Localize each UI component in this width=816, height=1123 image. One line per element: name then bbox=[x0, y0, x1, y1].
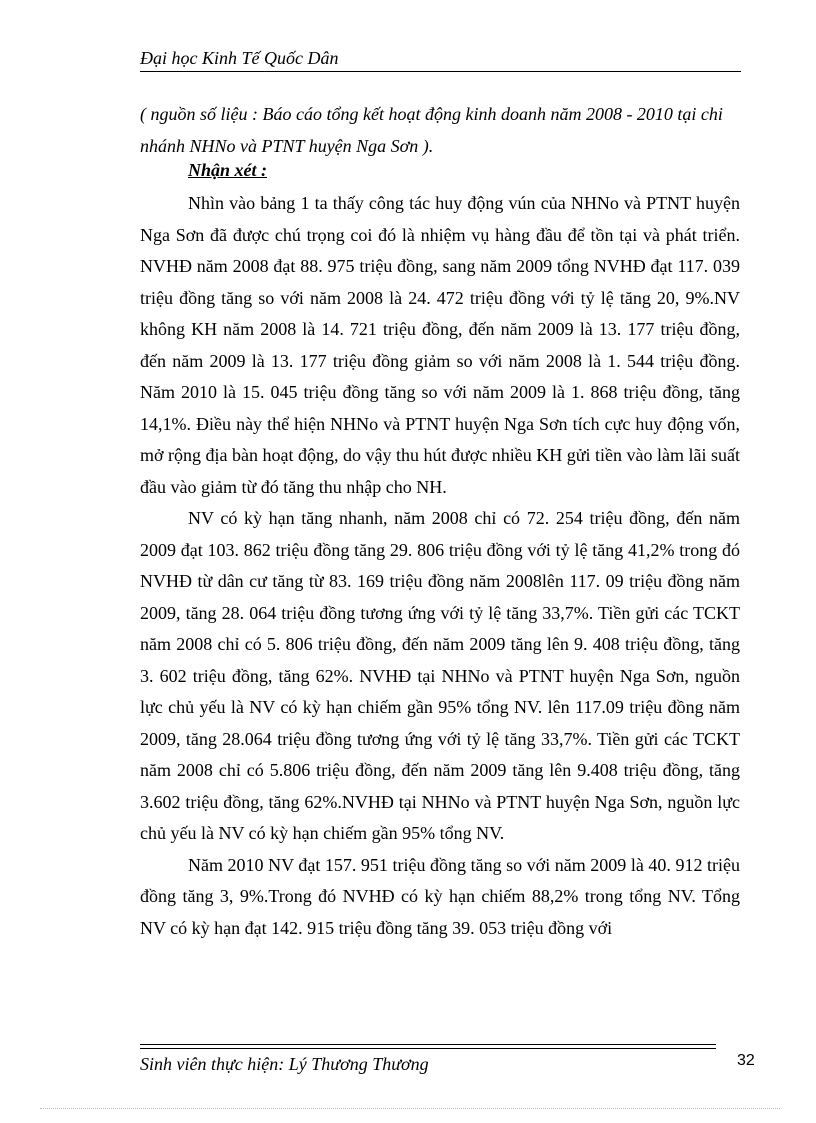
footer-divider-bottom bbox=[140, 1048, 716, 1049]
paragraph-1: Nhìn vào bảng 1 ta thấy công tác huy động vún của NHNo và PTNT huyện Nga Sơn đã được chú trọng coi đó là nhiệm vụ hàng đầu để tồn tại và phát triển. NVHĐ năm 2008 đạt 88. 975 triệu đồng, sang năm 2009 tổng NVHĐ đạt 117. 039 triệu đồng tăng so với năm 2008 là 24. 472 triệu đồng với tỷ lệ tăng 20, 9%.NV không KH năm 2008 là 14. 721 triệu đồng, đến năm 2009 là 13. 177 triệu đồng, đến năm 2009 là 13. 177 triệu đồng giảm so với năm 2008 là 1. 544 triệu đồng. Năm 2010 là 15. 045 triệu đồng tăng so với năm 2009 là 1. 868 triệu đồng, tăng 14,1%. Điều này thể hiện NHNo và PTNT huyện Nga Sơn tích cực huy động vốn, mở rộng địa bàn hoạt động, do vậy thu hút được nhiều KH gửi tiền vào làm lãi suất đầu vào giảm từ đó tăng thu nhập cho NH. bbox=[140, 193, 740, 497]
page-header-title: Đại học Kinh Tế Quốc Dân bbox=[140, 48, 339, 68]
source-note: ( nguồn số liệu : Báo cáo tổng kết hoạt động kinh doanh năm 2008 - 2010 tại chi nhánh NHNo và PTNT huyện Nga Sơn ). bbox=[140, 104, 723, 156]
body-text bbox=[140, 188, 740, 944]
paragraph-2: NV có kỳ hạn tăng nhanh, năm 2008 chỉ có 72. 254 triệu đồng, đến năm 2009 đạt 103. 862 triệu đồng tăng 29. 806 triệu đồng với tỷ lệ tăng 41,2% trong đó NVHĐ từ dân cư tăng từ 83. 169 triệu đồng năm 2008lên 117. 09 triệu đồng năm 2009, tăng 28. 064 triệu đồng tương ứng với tỷ lệ tăng 33,7%. Tiền gửi các TCKT năm 2008 chỉ có 5. 806 triệu đồng, đến năm 2009 tăng lên 9. 408 triệu đồng, tăng 3. 602 triệu đồng, tăng 62%. NVHĐ tại NHNo và PTNT huyện Nga Sơn, nguồn lực chủ yếu là NV có kỳ hạn chiếm gần 95% tổng NV. lên 117.09 triệu đồng năm 2009, tăng 28.064 triệu đồng tương ứng với tỷ lệ tăng 33,7%. Tiền gửi các TCKT năm 2008 chỉ có 5.806 triệu đồng, đến năm 2009 tăng lên 9.408 triệu đồng, tăng 3.602 triệu đồng, tăng 62%.NVHĐ tại NHNo và PTNT huyện Nga Sơn, nguồn lực chủ yếu là NV có kỳ hạn chiếm gần 95% tổng NV. bbox=[140, 508, 740, 843]
footer-author: Sinh viên thực hiện: Lý Thương Thương bbox=[140, 1054, 429, 1074]
page-bottom-border bbox=[40, 1108, 780, 1109]
paragraph-3: Năm 2010 NV đạt 157. 951 triệu đồng tăng so với năm 2009 là 40. 912 triệu đồng tăng 3, 9%.Trong đó NVHĐ có kỳ hạn chiếm 88,2% trong tổng NV. Tổng NV có kỳ hạn đạt 142. 915 triệu đồng tăng 39. 053 triệu đồng với bbox=[140, 854, 740, 938]
section-heading: Nhận xét : bbox=[188, 160, 268, 180]
footer-divider-top bbox=[140, 1044, 716, 1045]
header-divider bbox=[140, 71, 741, 72]
page-number: 32 bbox=[737, 1052, 755, 1069]
